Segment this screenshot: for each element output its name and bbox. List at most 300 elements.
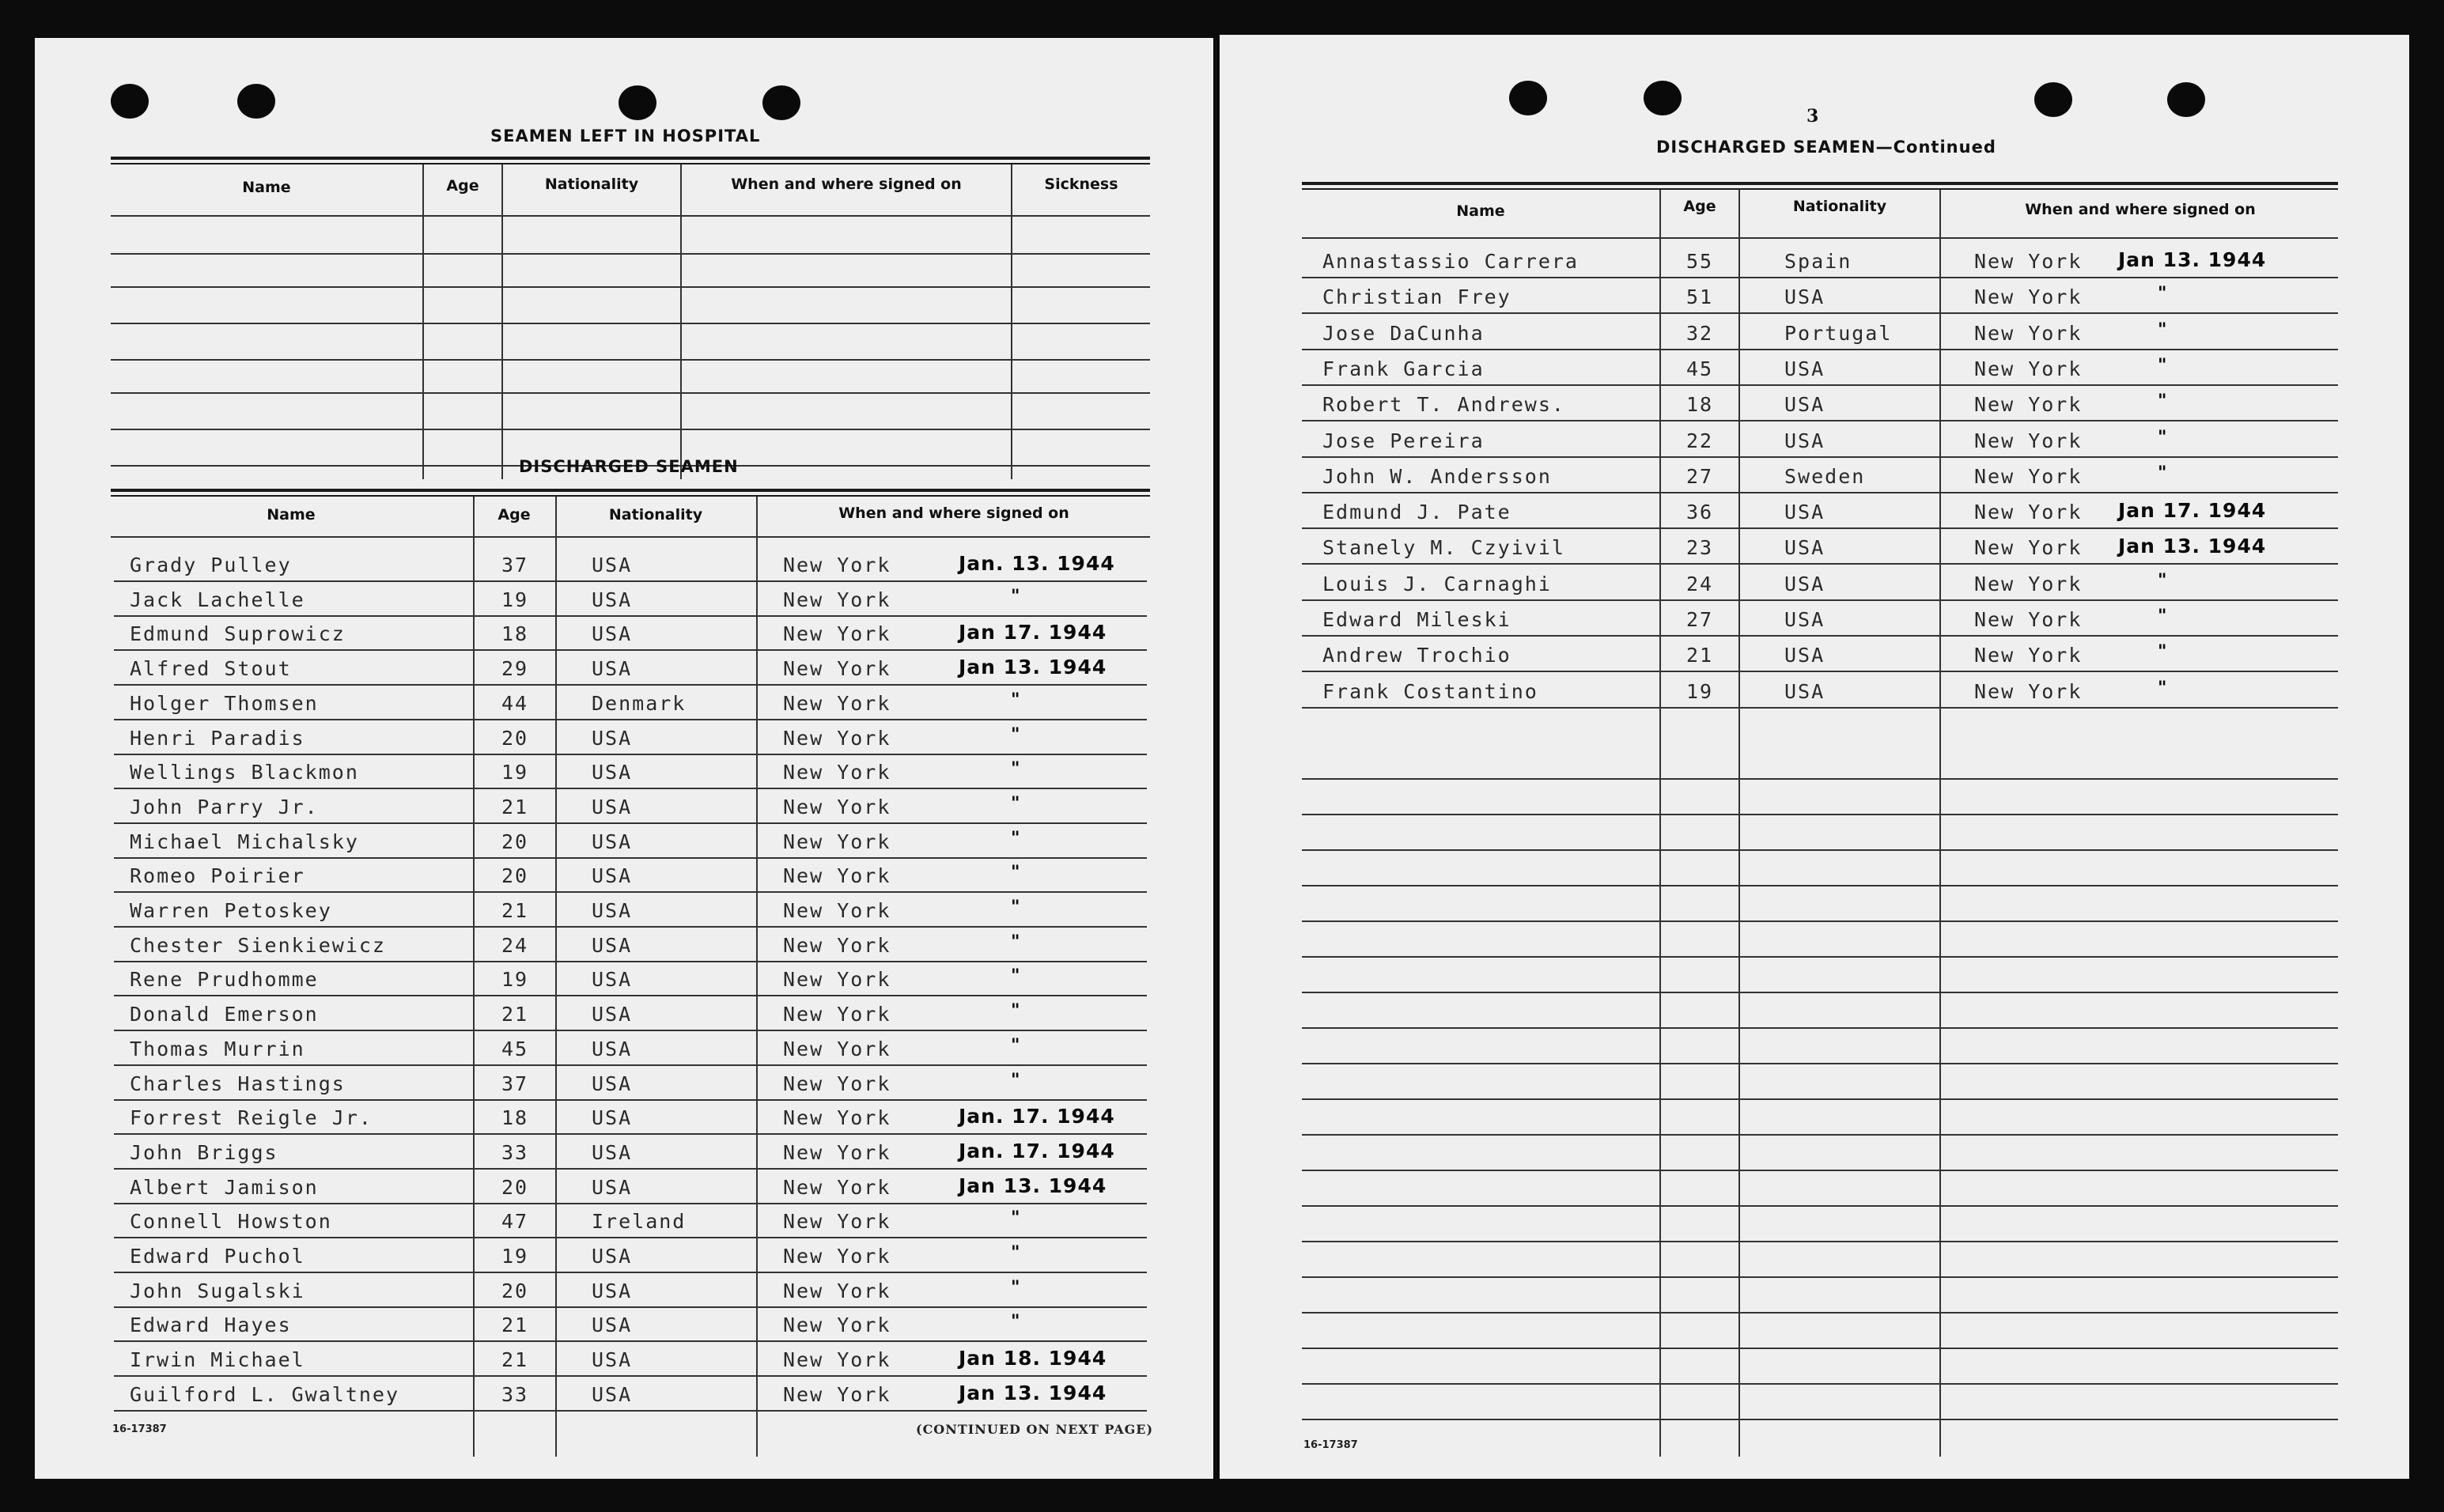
row-line: [114, 580, 1147, 582]
seaman-age: 45: [1686, 357, 1714, 380]
row-line: [1302, 1348, 2338, 1349]
row-line: [111, 429, 1150, 430]
seaman-name: Thomas Murrin: [130, 1037, 305, 1060]
continued-note: (CONTINUED ON NEXT PAGE): [916, 1422, 1154, 1437]
seaman-name: Annastassio Carrera: [1322, 250, 1579, 273]
signed-on-date: ": [1011, 898, 1020, 917]
row-line: [1302, 1170, 2338, 1171]
column-divider: [1939, 190, 1941, 1457]
seaman-nationality: Denmark: [592, 691, 687, 715]
seaman-nationality: USA: [1784, 393, 1825, 417]
seaman-age: 19: [501, 1245, 529, 1268]
row-line: [114, 1306, 1147, 1308]
signed-on-place: New York: [1974, 501, 2083, 524]
signed-on-date: ": [2158, 427, 2167, 448]
signed-on-date: ": [2158, 391, 2167, 412]
seaman-nationality: USA: [592, 864, 633, 888]
seaman-age: 45: [501, 1037, 529, 1060]
signed-on-place: New York: [783, 933, 891, 957]
seaman-nationality: USA: [592, 1279, 633, 1302]
row-line: [1302, 1134, 2338, 1136]
seaman-name: Robert T. Andrews.: [1322, 393, 1565, 417]
signed-on-place: New York: [783, 1210, 891, 1234]
seaman-nationality: USA: [1784, 429, 1825, 452]
signed-on-date: ": [1011, 863, 1020, 883]
seaman-nationality: USA: [592, 726, 633, 750]
row-line: [1302, 349, 2338, 350]
signed-on-date: ": [1011, 759, 1020, 780]
seaman-age: 27: [1686, 464, 1714, 488]
seaman-name: Grady Pulley: [130, 554, 292, 576]
row-line: [1302, 1241, 2338, 1242]
discharged-col-name: Name: [267, 506, 316, 524]
row-line: [1302, 1383, 2338, 1385]
seaman-age: 32: [1686, 321, 1714, 345]
signed-on-date: ": [1011, 1208, 1020, 1229]
seaman-nationality: USA: [592, 1003, 633, 1026]
signed-on-place: New York: [783, 1140, 891, 1164]
row-line: [1302, 599, 2338, 601]
row-line: [114, 1064, 1147, 1066]
row-line: [1302, 237, 2338, 239]
signed-on-date: ": [2158, 607, 2167, 626]
signed-on-place: New York: [783, 864, 891, 888]
seaman-name: Andrew Trochio: [1322, 644, 1511, 667]
row-line: [1302, 1027, 2338, 1029]
seaman-name: Edward Mileski: [1322, 608, 1511, 631]
seaman-name: Edward Puchol: [130, 1245, 305, 1268]
seaman-age: 20: [501, 726, 529, 750]
seaman-nationality: USA: [592, 830, 633, 853]
rule: [111, 489, 1150, 492]
seaman-nationality: USA: [592, 622, 633, 646]
row-line: [111, 359, 1150, 361]
seaman-nationality: USA: [592, 1106, 633, 1130]
row-line: [1302, 456, 2338, 458]
signed-on-place: New York: [1974, 608, 2083, 631]
seaman-nationality: USA: [592, 1245, 633, 1268]
seaman-age: 19: [501, 588, 529, 611]
signed-on-place: New York: [783, 830, 891, 853]
row-line: [114, 615, 1147, 617]
signed-on-place: New York: [783, 1314, 891, 1337]
row-line: [1302, 956, 2338, 958]
seaman-name: Edward Hayes: [130, 1314, 292, 1337]
row-line: [1302, 885, 2338, 886]
seaman-nationality: USA: [1784, 608, 1825, 631]
rule: [1302, 188, 2338, 190]
signed-on-date: ": [1011, 1277, 1020, 1298]
row-line: [114, 891, 1147, 893]
seaman-age: 47: [501, 1210, 529, 1234]
column-divider: [1659, 190, 1661, 1457]
seaman-age: 37: [501, 554, 529, 576]
row-line: [1302, 312, 2338, 314]
seaman-age: 19: [501, 968, 529, 992]
row-line: [114, 1133, 1147, 1135]
seaman-nationality: USA: [592, 1037, 633, 1060]
seaman-nationality: USA: [592, 761, 633, 784]
seaman-name: Stanely M. Czyivil: [1322, 536, 1565, 560]
row-line: [114, 1030, 1147, 1031]
signed-on-place: New York: [1974, 393, 2083, 417]
row-line: [1302, 635, 2338, 637]
row-line: [111, 286, 1150, 288]
rule: [111, 495, 1150, 497]
signed-on-date: Jan. 17. 1944: [959, 1105, 1115, 1128]
signed-on-place: New York: [783, 1037, 891, 1060]
seaman-nationality: Portugal: [1784, 321, 1893, 345]
seaman-age: 19: [1686, 679, 1714, 703]
binder-hole: [619, 85, 656, 120]
seaman-age: 20: [501, 864, 529, 888]
seaman-nationality: USA: [592, 588, 633, 611]
seaman-name: Donald Emerson: [130, 1003, 319, 1026]
column-divider: [1011, 164, 1012, 479]
seaman-name: John Sugalski: [130, 1279, 305, 1302]
seaman-name: Connell Howston: [130, 1210, 332, 1234]
hospital-col-sickness: Sickness: [1044, 176, 1118, 193]
seaman-age: 21: [1686, 644, 1714, 667]
seaman-name: Wellings Blackmon: [130, 761, 359, 784]
row-line: [114, 1340, 1147, 1342]
signed-on-place: New York: [1974, 321, 2083, 345]
rule: [111, 157, 1150, 160]
row-line: [1302, 1312, 2338, 1314]
row-line: [111, 253, 1150, 255]
seaman-nationality: USA: [592, 1072, 633, 1095]
row-line: [114, 1410, 1147, 1412]
discharged-col-signed-on: When and where signed on: [838, 505, 1069, 522]
signed-on-date: ": [2158, 319, 2167, 340]
rule: [1302, 182, 2338, 185]
row-line: [1302, 1205, 2338, 1207]
seaman-name: Romeo Poirier: [130, 864, 305, 888]
seaman-name: Henri Paradis: [130, 726, 305, 750]
binder-hole: [2034, 82, 2072, 117]
seaman-age: 33: [501, 1140, 529, 1164]
signed-on-place: New York: [783, 1003, 891, 1026]
signed-on-date: Jan 13. 1944: [959, 1381, 1107, 1404]
seaman-age: 20: [501, 830, 529, 853]
signed-on-date: Jan 18. 1944: [959, 1347, 1107, 1370]
signed-on-date: ": [1011, 586, 1020, 607]
seaman-name: Louis J. Carnaghi: [1322, 572, 1552, 595]
seaman-nationality: USA: [592, 1348, 633, 1372]
signed-on-date: ": [1011, 1001, 1020, 1022]
column-divider: [1738, 190, 1740, 1457]
row-line: [1302, 527, 2338, 529]
column-divider: [555, 497, 557, 1457]
seaman-name: Frank Garcia: [1322, 357, 1485, 380]
row-line: [114, 1203, 1147, 1204]
hospital-col-nationality: Nationality: [544, 176, 639, 193]
seaman-nationality: Ireland: [592, 1210, 687, 1234]
seaman-nationality: USA: [1784, 572, 1825, 595]
signed-on-date: Jan 13. 1944: [2118, 248, 2267, 271]
signed-on-date: Jan 17. 1944: [2118, 499, 2267, 523]
signed-on-place: New York: [783, 899, 891, 922]
seaman-nationality: USA: [592, 795, 633, 818]
binder-hole: [2167, 82, 2205, 117]
binder-hole: [1644, 81, 1682, 115]
seaman-age: 18: [501, 1106, 529, 1130]
seaman-nationality: USA: [592, 899, 633, 922]
signed-on-place: New York: [783, 1279, 891, 1302]
signed-on-place: New York: [783, 1382, 891, 1406]
signed-on-date: ": [2158, 463, 2167, 483]
right-page: [1220, 35, 2409, 1479]
row-line: [111, 323, 1150, 324]
hospital-section-title: SEAMEN LEFT IN HOSPITAL: [490, 127, 761, 146]
page-number: 3: [1807, 106, 1819, 127]
signed-on-place: New York: [783, 1072, 891, 1095]
hospital-col-signed-on: When and where signed on: [731, 176, 962, 193]
seaman-name: Chester Sienkiewicz: [130, 933, 386, 957]
seaman-age: 29: [501, 657, 529, 681]
row-line: [1302, 707, 2338, 709]
signed-on-place: New York: [1974, 644, 2083, 667]
seaman-name: Edmund Suprowicz: [130, 622, 346, 646]
signed-on-date: ": [1011, 932, 1020, 952]
signed-on-place: New York: [783, 1106, 891, 1130]
row-line: [114, 926, 1147, 928]
col-signed-on: When and where signed on: [2025, 201, 2256, 218]
seaman-age: 24: [1686, 572, 1714, 595]
row-line: [114, 857, 1147, 859]
row-line: [111, 392, 1150, 394]
binder-hole: [1509, 81, 1547, 115]
col-age: Age: [1683, 198, 1716, 215]
seaman-name: John Briggs: [130, 1140, 278, 1164]
seaman-age: 19: [501, 761, 529, 784]
seaman-nationality: USA: [592, 968, 633, 992]
seaman-name: Albert Jamison: [130, 1175, 319, 1199]
signed-on-date: ": [1011, 828, 1020, 849]
signed-on-place: New York: [1974, 250, 2083, 273]
row-line: [114, 1237, 1147, 1238]
section-title: DISCHARGED SEAMEN—Continued: [1656, 138, 1996, 157]
seaman-age: 21: [501, 899, 529, 922]
row-line: [114, 719, 1147, 720]
signed-on-date: Jan 13. 1944: [959, 656, 1107, 679]
seaman-nationality: USA: [592, 657, 633, 681]
signed-on-place: New York: [1974, 572, 2083, 595]
seaman-nationality: USA: [592, 1175, 633, 1199]
row-line: [114, 754, 1147, 755]
row-line: [114, 1099, 1147, 1101]
seaman-nationality: Sweden: [1784, 464, 1866, 488]
row-line: [1302, 778, 2338, 780]
seaman-age: 21: [501, 1348, 529, 1372]
column-divider: [756, 497, 758, 1457]
row-line: [1302, 563, 2338, 565]
seaman-age: 55: [1686, 250, 1714, 273]
binder-hole: [111, 84, 149, 119]
row-line: [1302, 420, 2338, 421]
seaman-age: 44: [501, 691, 529, 715]
row-line: [114, 649, 1147, 651]
seaman-name: Christian Frey: [1322, 285, 1511, 309]
seaman-name: Rene Prudhomme: [130, 968, 319, 992]
signed-on-place: New York: [1974, 357, 2083, 380]
seaman-nationality: USA: [1784, 679, 1825, 703]
signed-on-place: New York: [783, 691, 891, 715]
seaman-nationality: USA: [592, 1140, 633, 1164]
seaman-age: 37: [501, 1072, 529, 1095]
binder-hole: [237, 84, 275, 119]
seaman-name: Jose Pereira: [1322, 429, 1485, 452]
seaman-age: 36: [1686, 501, 1714, 524]
binder-hole: [762, 85, 800, 120]
row-line: [1302, 671, 2338, 672]
signed-on-place: New York: [783, 588, 891, 611]
signed-on-date: Jan 13. 1944: [2118, 535, 2267, 558]
seaman-name: Charles Hastings: [130, 1072, 346, 1095]
hospital-col-age: Age: [446, 177, 479, 195]
signed-on-date: ": [2158, 355, 2167, 376]
seaman-nationality: USA: [592, 933, 633, 957]
seaman-nationality: USA: [1784, 357, 1825, 380]
row-line: [1302, 1419, 2338, 1420]
seaman-name: Irwin Michael: [130, 1348, 305, 1372]
seaman-age: 20: [501, 1279, 529, 1302]
seaman-age: 33: [501, 1382, 529, 1406]
seaman-age: 23: [1686, 536, 1714, 560]
signed-on-date: ": [2158, 678, 2167, 698]
seaman-nationality: USA: [592, 554, 633, 576]
seaman-name: Holger Thomsen: [130, 691, 319, 715]
discharged-col-age: Age: [498, 506, 531, 524]
row-line: [111, 215, 1150, 217]
col-nationality: Nationality: [1792, 198, 1887, 215]
seaman-age: 24: [501, 933, 529, 957]
signed-on-date: Jan 17. 1944: [959, 621, 1107, 644]
row-line: [1302, 384, 2338, 386]
discharged-section-title: DISCHARGED SEAMEN: [519, 457, 739, 476]
seaman-age: 27: [1686, 608, 1714, 631]
signed-on-place: New York: [783, 1175, 891, 1199]
column-divider: [422, 164, 424, 479]
row-line: [1302, 1098, 2338, 1100]
row-line: [114, 1168, 1147, 1170]
signed-on-date: Jan. 17. 1944: [959, 1139, 1115, 1162]
seaman-age: 20: [501, 1175, 529, 1199]
form-number: 16-17387: [112, 1423, 167, 1435]
signed-on-place: New York: [1974, 285, 2083, 309]
hospital-col-name: Name: [242, 179, 291, 196]
column-divider: [680, 164, 682, 479]
seaman-nationality: USA: [1784, 644, 1825, 667]
row-line: [114, 995, 1147, 996]
signed-on-place: New York: [783, 657, 891, 681]
row-line: [114, 1272, 1147, 1273]
discharged-col-nationality: Nationality: [608, 506, 703, 524]
form-number: 16-17387: [1303, 1439, 1358, 1451]
signed-on-date: ": [1011, 1035, 1020, 1056]
column-divider: [501, 164, 503, 479]
seaman-name: Guilford L. Gwaltney: [130, 1382, 400, 1406]
signed-on-place: New York: [783, 1245, 891, 1268]
signed-on-place: New York: [1974, 464, 2083, 488]
signed-on-place: New York: [783, 761, 891, 784]
seaman-name: John Parry Jr.: [130, 795, 319, 818]
signed-on-date: ": [2158, 570, 2167, 591]
seaman-name: John W. Andersson: [1322, 464, 1552, 488]
row-line: [111, 536, 1150, 538]
row-line: [114, 684, 1147, 686]
row-line: [1302, 849, 2338, 851]
signed-on-date: ": [1011, 1312, 1020, 1332]
row-line: [1302, 277, 2338, 278]
signed-on-place: New York: [1974, 429, 2083, 452]
row-line: [1302, 1063, 2338, 1064]
signed-on-place: New York: [783, 795, 891, 818]
row-line: [114, 788, 1147, 789]
seaman-name: Alfred Stout: [130, 657, 292, 681]
left-page: [35, 38, 1213, 1479]
signed-on-date: Jan 13. 1944: [959, 1174, 1107, 1197]
seaman-age: 18: [1686, 393, 1714, 417]
seaman-name: Jack Lachelle: [130, 588, 305, 611]
signed-on-place: New York: [1974, 536, 2083, 560]
signed-on-place: New York: [783, 968, 891, 992]
seaman-nationality: USA: [592, 1314, 633, 1337]
seaman-age: 22: [1686, 429, 1714, 452]
col-name: Name: [1456, 202, 1505, 220]
seaman-nationality: USA: [1784, 536, 1825, 560]
seaman-name: Forrest Reigle Jr.: [130, 1106, 373, 1130]
seaman-name: Jose DaCunha: [1322, 321, 1485, 345]
seaman-nationality: USA: [1784, 501, 1825, 524]
seaman-name: Warren Petoskey: [130, 899, 332, 922]
seaman-age: 51: [1686, 285, 1714, 309]
signed-on-date: ": [1011, 1070, 1020, 1091]
seaman-age: 18: [501, 622, 529, 646]
row-line: [114, 961, 1147, 962]
seaman-name: Edmund J. Pate: [1322, 501, 1511, 524]
signed-on-place: New York: [783, 726, 891, 750]
seaman-age: 21: [501, 795, 529, 818]
signed-on-date: Jan. 13. 1944: [959, 552, 1115, 575]
seaman-nationality: USA: [592, 1382, 633, 1406]
row-line: [1302, 1276, 2338, 1278]
signed-on-date: ": [1011, 1243, 1020, 1263]
seaman-name: Frank Costantino: [1322, 679, 1538, 703]
column-divider: [473, 497, 475, 1457]
seaman-name: Michael Michalsky: [130, 830, 359, 853]
signed-on-date: ": [1011, 724, 1020, 745]
signed-on-date: ": [2158, 642, 2167, 663]
signed-on-place: New York: [783, 554, 891, 576]
signed-on-date: ": [1011, 966, 1020, 987]
seaman-nationality: Spain: [1784, 250, 1852, 273]
signed-on-place: New York: [783, 622, 891, 646]
row-line: [1302, 492, 2338, 493]
rule: [111, 163, 1150, 164]
row-line: [1302, 920, 2338, 922]
seaman-age: 21: [501, 1003, 529, 1026]
signed-on-date: ": [1011, 690, 1020, 710]
seaman-nationality: USA: [1784, 285, 1825, 309]
signed-on-place: New York: [1974, 679, 2083, 703]
row-line: [114, 1375, 1147, 1377]
seaman-age: 21: [501, 1314, 529, 1337]
row-line: [1302, 992, 2338, 993]
signed-on-place: New York: [783, 1348, 891, 1372]
signed-on-date: ": [2158, 284, 2167, 304]
signed-on-date: ": [1011, 793, 1020, 814]
